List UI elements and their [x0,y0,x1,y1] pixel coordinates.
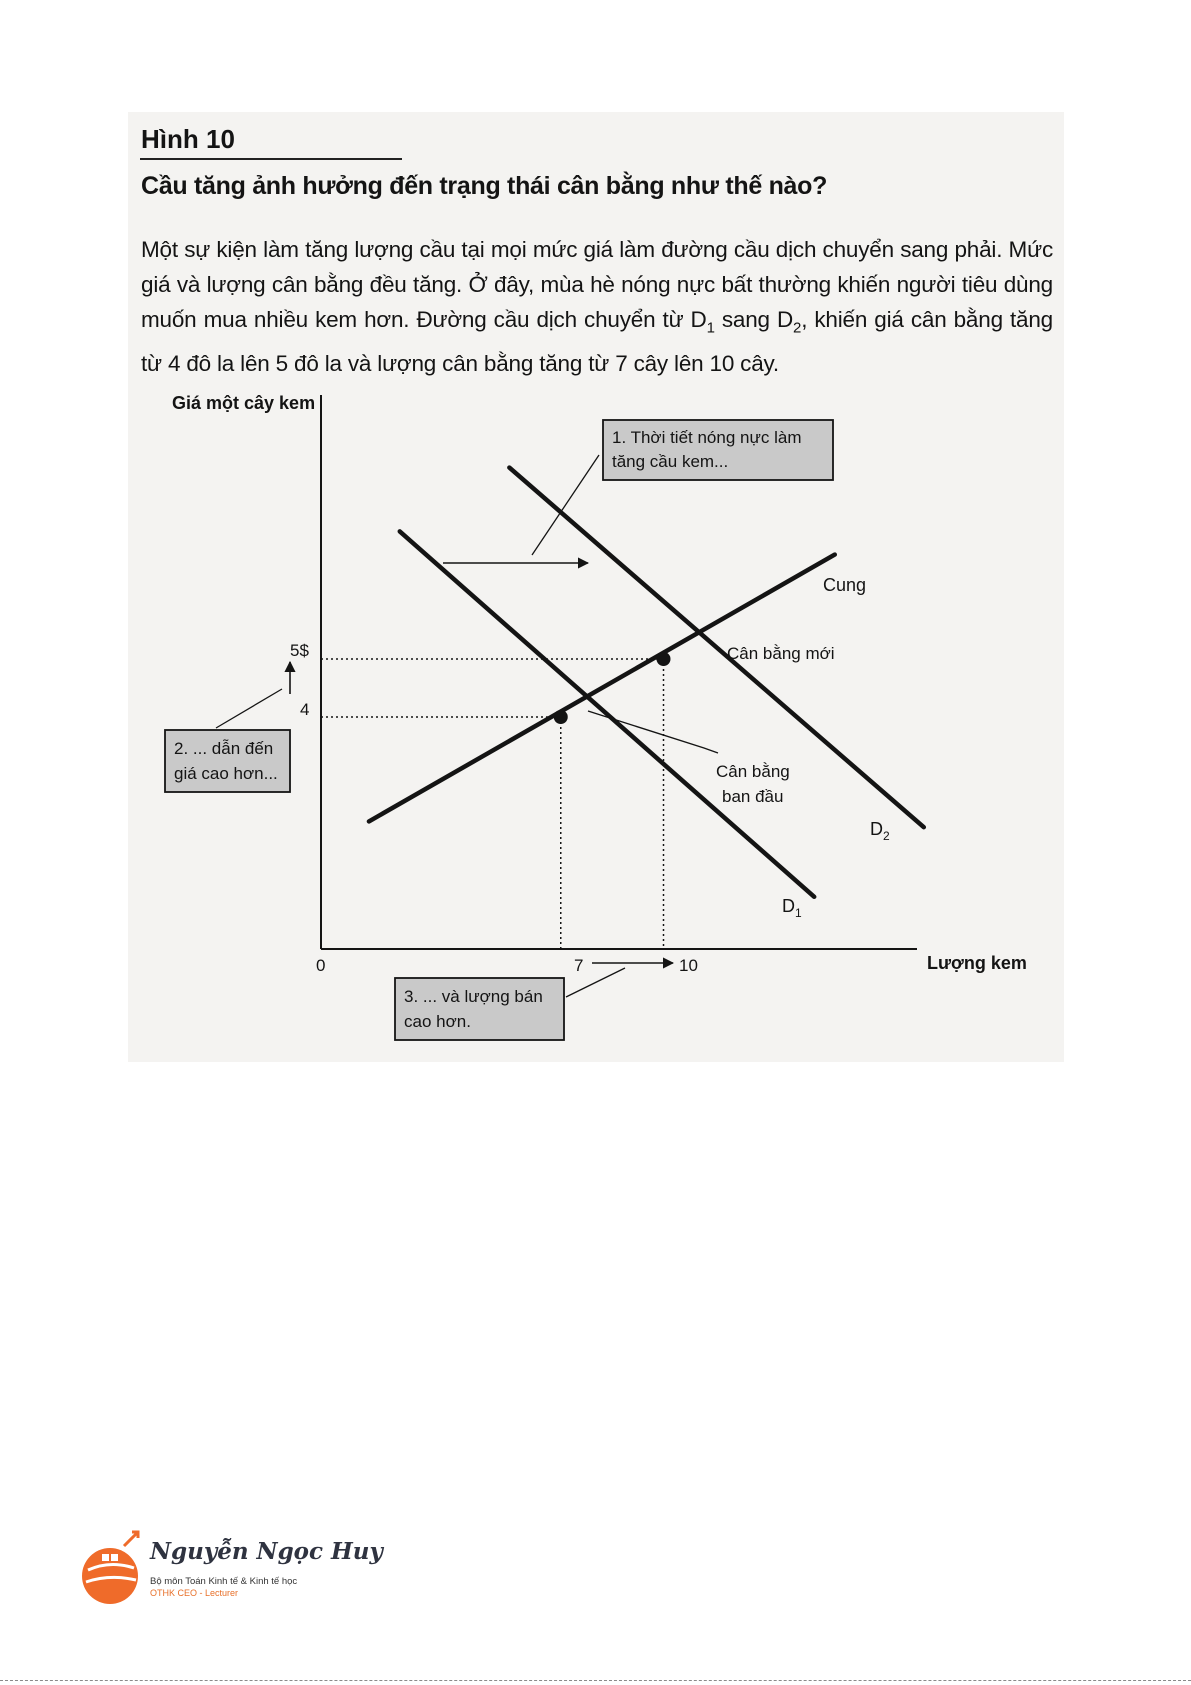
initial-equilibrium-label-line1: Cân bằng [716,762,790,781]
equilibrium-guides [321,659,664,949]
x-axis-label: Lượng kem [927,953,1027,973]
y-tick-label-5: 5$ [290,641,309,660]
figure-title: Cầu tăng ảnh hưởng đến trạng thái cân bằng như thế nào? [141,172,828,200]
caption-part-a: Một sự kiện làm tăng lượng cầu tại mọi mức giá làm đường cầu dịch chuyển sang phải. Mức giá và lượng cân bằng đều tăng. Ở đây, mùa hè nóng nực bất thường khiến người tiêu dùng muốn mua nhiều kem hơn. Đường cầu dịch chuyển từ D [141,237,1053,332]
annotation-2-line1: 2. ... dẫn đến [174,739,274,758]
logo-subtitle: Bộ môn Toán Kinh tế & Kinh tế học [150,1576,298,1587]
annotation-1-line2: tăng cầu kem... [612,452,729,471]
caption-sub-2: 2 [793,319,802,337]
equilibrium-points [554,652,671,724]
origin-label: 0 [316,956,326,975]
demand-d1-letter: D [782,896,795,916]
logo-role: OTHK CEO - Lecturer [150,1588,239,1598]
new-equilibrium-label: Cân bằng mới [727,644,835,663]
curves [369,468,924,897]
y-axis-label: Giá một cây kem [172,393,316,413]
demand-d2-letter: D [870,819,883,839]
figure-label: Hình 10 [141,124,235,154]
y-tick-label-4: 4 [300,700,310,719]
equilibrium-dot-new [657,652,671,666]
demand-curve-d1 [400,531,814,896]
equilibrium-dot-initial [554,710,568,724]
demand-d2-sub: 2 [883,829,890,843]
annotation-1-line1: 1. Thời tiết nóng nực làm [612,428,802,447]
initial-equilibrium-label-line2: ban đầu [722,787,784,806]
initial-equilibrium-leader [588,711,718,753]
footer-logo [80,1524,383,1608]
annotation-2-line2: giá cao hơn... [174,764,278,783]
caption-sub-1: 1 [706,319,715,337]
x-tick-label-7: 7 [574,956,584,975]
caption-part-c: , khiến giá cân bằng tăng từ 4 đô la lên 5 đô la và lượng cân bằng tăng từ 7 cây lên 10 cây. [141,307,1053,376]
annotation-1-leader [532,455,599,555]
logo-name: Nguyễn Ngọc Huy [150,1538,383,1565]
annotation-3-line1: 3. ... và lượng bán [404,987,543,1006]
demand-d1-sub: 1 [795,906,802,920]
x-tick-label-10: 10 [679,956,698,975]
demand-d1-label [782,896,802,920]
annotation-3-line2: cao hơn. [404,1012,471,1031]
logo-mark-icon [80,1524,146,1608]
page-bottom-rule [0,1680,1191,1681]
annotation-2-leader [216,689,282,728]
caption-part-b: sang D [714,307,794,332]
supply-curve-label: Cung [823,575,867,595]
demand-d2-label [870,819,890,843]
